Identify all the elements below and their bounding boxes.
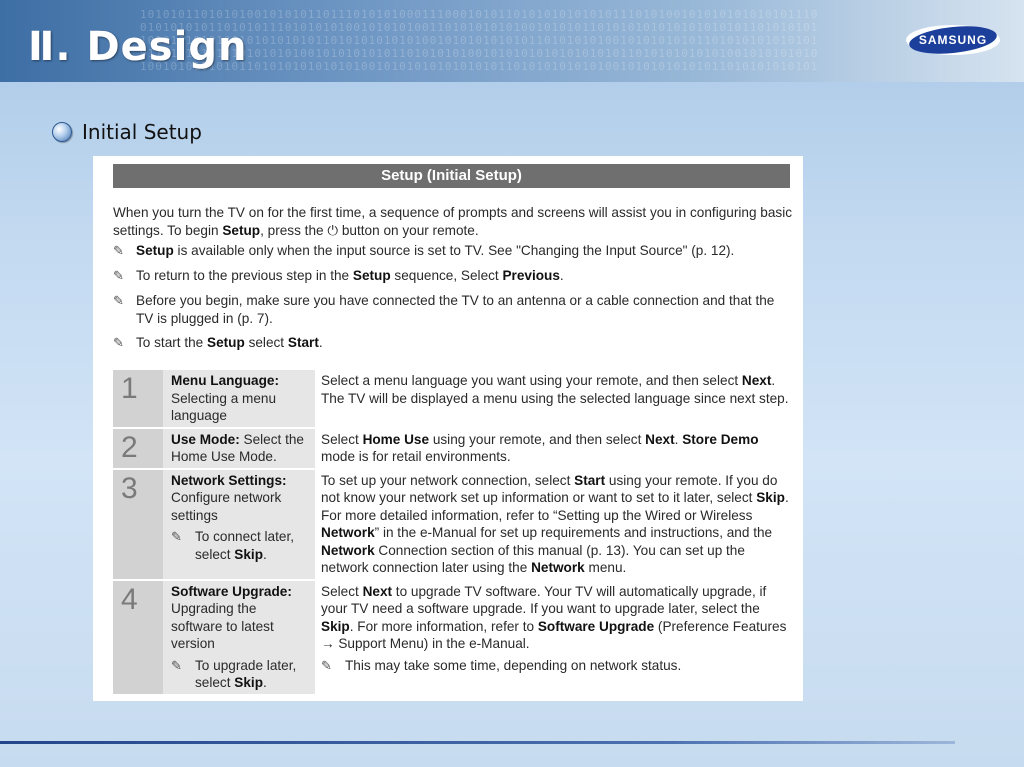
step-number: 3 [113,470,163,579]
slide-header [0,0,1024,82]
doc-heading: Setup (Initial Setup) [113,164,790,188]
samsung-logo [905,22,1001,58]
section-heading [52,120,202,144]
binary-row: 01010101011010101110101010100101010100110101010101001010101101010101010101010101101010101 [140,21,819,34]
step-description: Select Home Use using your remote, and then select Next. Store Demo mode is for retail environments. [315,429,793,468]
step-label: Use Mode: Select the Home Use Mode. [163,429,315,468]
pencil-note-icon: ✎ [321,657,332,673]
note-text: Before you begin, make sure you have connected the TV to an antenna or a cable connection and that the TV is plugged in (p. 7). [136,293,775,326]
doc-intro: When you turn the TV on for the first time, a sequence of prompts and screens will assist you in configuring basic settings. To begin Setup, press the ⏻ button on your remote. [113,205,793,238]
pencil-note-icon: ✎ [113,293,124,308]
pencil-note-icon: ✎ [171,657,182,673]
pencil-note-icon: ✎ [113,243,124,258]
step-label: Network Settings: Configure network settings ✎ To connect later, select Skip. [163,470,315,579]
step-label-note: ✎ To connect later, select Skip. [171,529,294,562]
binary-row: 10101010101001010101010110101010101010010101010101011010101010010101010101101010101010101 [140,34,819,47]
doc-note [113,242,793,260]
step-description-note: ✎ This may take some time, depending on network status. [321,657,682,673]
binary-row: 10010101010101101010101010101001010101010101010110101010101010010101010101011010101010101 [140,60,819,73]
step-label-note: ✎ To upgrade later, select Skip. [171,657,297,690]
step-number: 4 [113,581,163,694]
svg-text:SAMSUNG: SAMSUNG [918,33,988,47]
step-description: Select a menu language you want using your remote, and then select Next. The TV will be displayed a menu using the selected language since next step. [315,370,793,427]
doc-note [113,334,793,352]
step-number: 2 [113,429,163,468]
binary-row: 01101010101010101010100101010101011010101010010101010101010101011010101010101001010101010 [140,47,819,60]
pencil-note-icon: ✎ [171,529,182,544]
note-text: To return to the previous step in the Setup sequence, Select Previous. [136,268,564,283]
binary-row: 10101011010101001010101101110101010001110001010110101010101010111010100101010101010101110 [140,8,819,21]
step-description: Select Next to upgrade TV software. Your TV will automatically upgrade, if your TV need a software upgrade. If you want to upgrade later, select the Skip. For more information, refer to Software Upgrade (Preference Features → Support Menu) in the e-Manual. ✎ This may take some time, depending on network status. [315,581,793,694]
slide-title: Ⅱ. Design [28,24,248,70]
note-text: To start the Setup select Start. [136,335,323,350]
section-subtitle: Initial Setup [82,120,202,144]
binary-background-pattern [140,8,1020,73]
setup-step-row [113,429,793,468]
manual-excerpt [93,156,803,701]
doc-note [113,267,793,285]
setup-step-row [113,470,793,579]
step-label: Menu Language: Selecting a menu language [163,370,315,427]
setup-step-row [113,581,793,694]
setup-steps-table [113,368,793,696]
round-bullet-icon [52,122,72,142]
footer-line [0,741,955,744]
setup-step-row [113,370,793,427]
doc-note [113,292,793,327]
step-label: Software Upgrade: Upgrading the software to latest version ✎ To upgrade later, select Skip. [163,581,315,694]
step-number: 1 [113,370,163,427]
pencil-note-icon: ✎ [113,335,124,350]
step-description: To set up your network connection, select Start using your remote. If you do not know your network set up information or want to set to it later, select Skip. For more detailed information, refer to “Setting up the Wired or Wireless Network” in the e-Manual for set up requirements and instructions, and the Network Connection section of this manual (p. 13). You can set up the network connection later using the Network menu. [315,470,793,579]
note-text: Setup is available only when the input source is set to TV. See "Changing the Input Source" (p. 12). [136,243,735,258]
pencil-note-icon: ✎ [113,268,124,283]
